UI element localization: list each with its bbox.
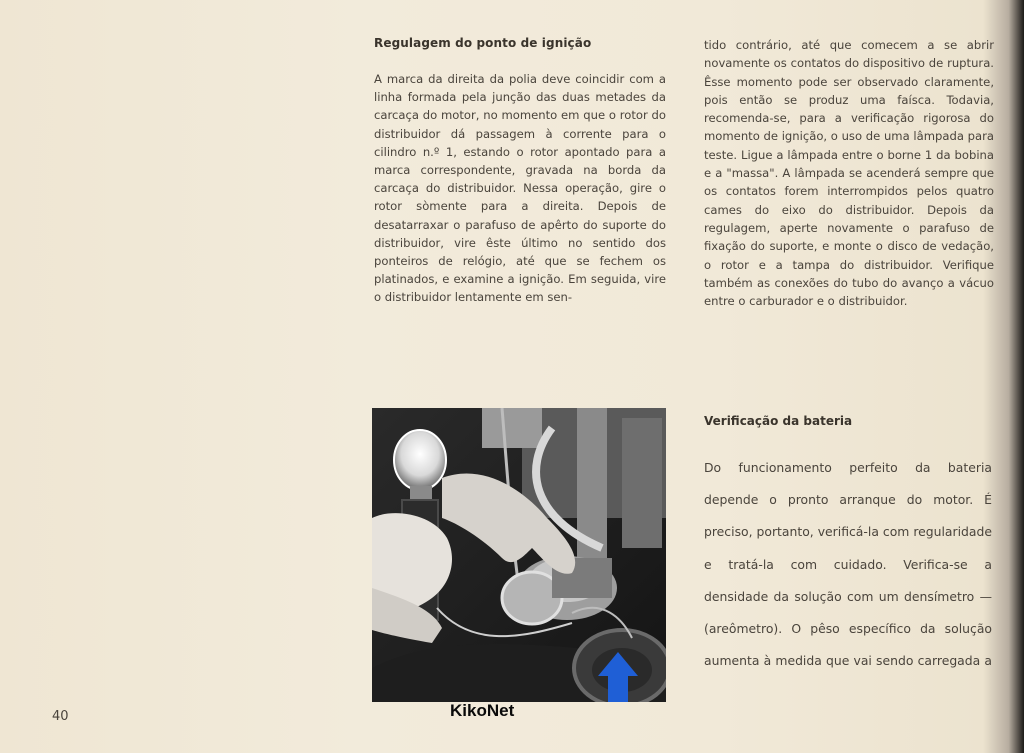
page-number: 40 bbox=[52, 709, 69, 724]
battery-paragraph: Do funcionamento perfeito da bateria depende o pronto arranque do motor. É preciso, portanto, verificá-la com regularidade e tratá-la com cuidado. Verifica-se a densidade da solução com um densímetro — (areômetro). O pêso específico da solução aumenta à medida que vai sendo carregada a bbox=[704, 460, 992, 669]
section-title-battery: Verificação da bateria bbox=[704, 414, 853, 428]
section-title-ignition: Regulagem do ponto de ignição bbox=[374, 36, 592, 50]
ignition-paragraph: A marca da direita da polia deve coincidir com a linha formada pela junção das duas metades da carcaça do motor, no momento em que o rotor do distribuidor dá passagem à corrente para o cilindro n.º 1, estando o rotor apontado para a marca correspondente, gravada na borda da carcaça do distribuidor. Nessa operação, gire o rotor sòmente para a direita. Depois de desatarraxar o parafuso de apêrto do suporte do distribuidor, vire êste último no sentido dos ponteiros de relógio, até que se fechem os platinados, e examine a ignição. Em seguida, vire o distribuidor lentamente em sen- bbox=[374, 72, 666, 305]
ignition-paragraph-continued: tido contrário, até que comecem a se abrir novamente os contatos do dispositivo de ruptura. Êsse momento pode ser observado claramente, pois então se produz uma faísca. Todavia, recomenda-se, para a verificação rigorosa do momento de ignição, o uso de uma lâmpada para teste. Ligue a lâmpada entre o borne 1 da bobina e a "massa". A lâmpada se acenderá sempre que os contatos forem interrompidos pelos quatro cames do eixo do distribuidor. Depois da regulagem, aperte novamente o parafuso de fixação do suporte, e monte o disco de vedação, o rotor e a tampa do distribuidor. Verifique também as conexões do tubo do avanço a vácuo entre o carburador e o distribuidor. bbox=[704, 38, 994, 309]
distributor-photo bbox=[372, 408, 666, 702]
left-column bbox=[374, 36, 666, 307]
watermark-text: KikoNet bbox=[450, 701, 515, 720]
distributor-photo-illustration bbox=[372, 408, 666, 702]
right-column bbox=[704, 36, 994, 310]
